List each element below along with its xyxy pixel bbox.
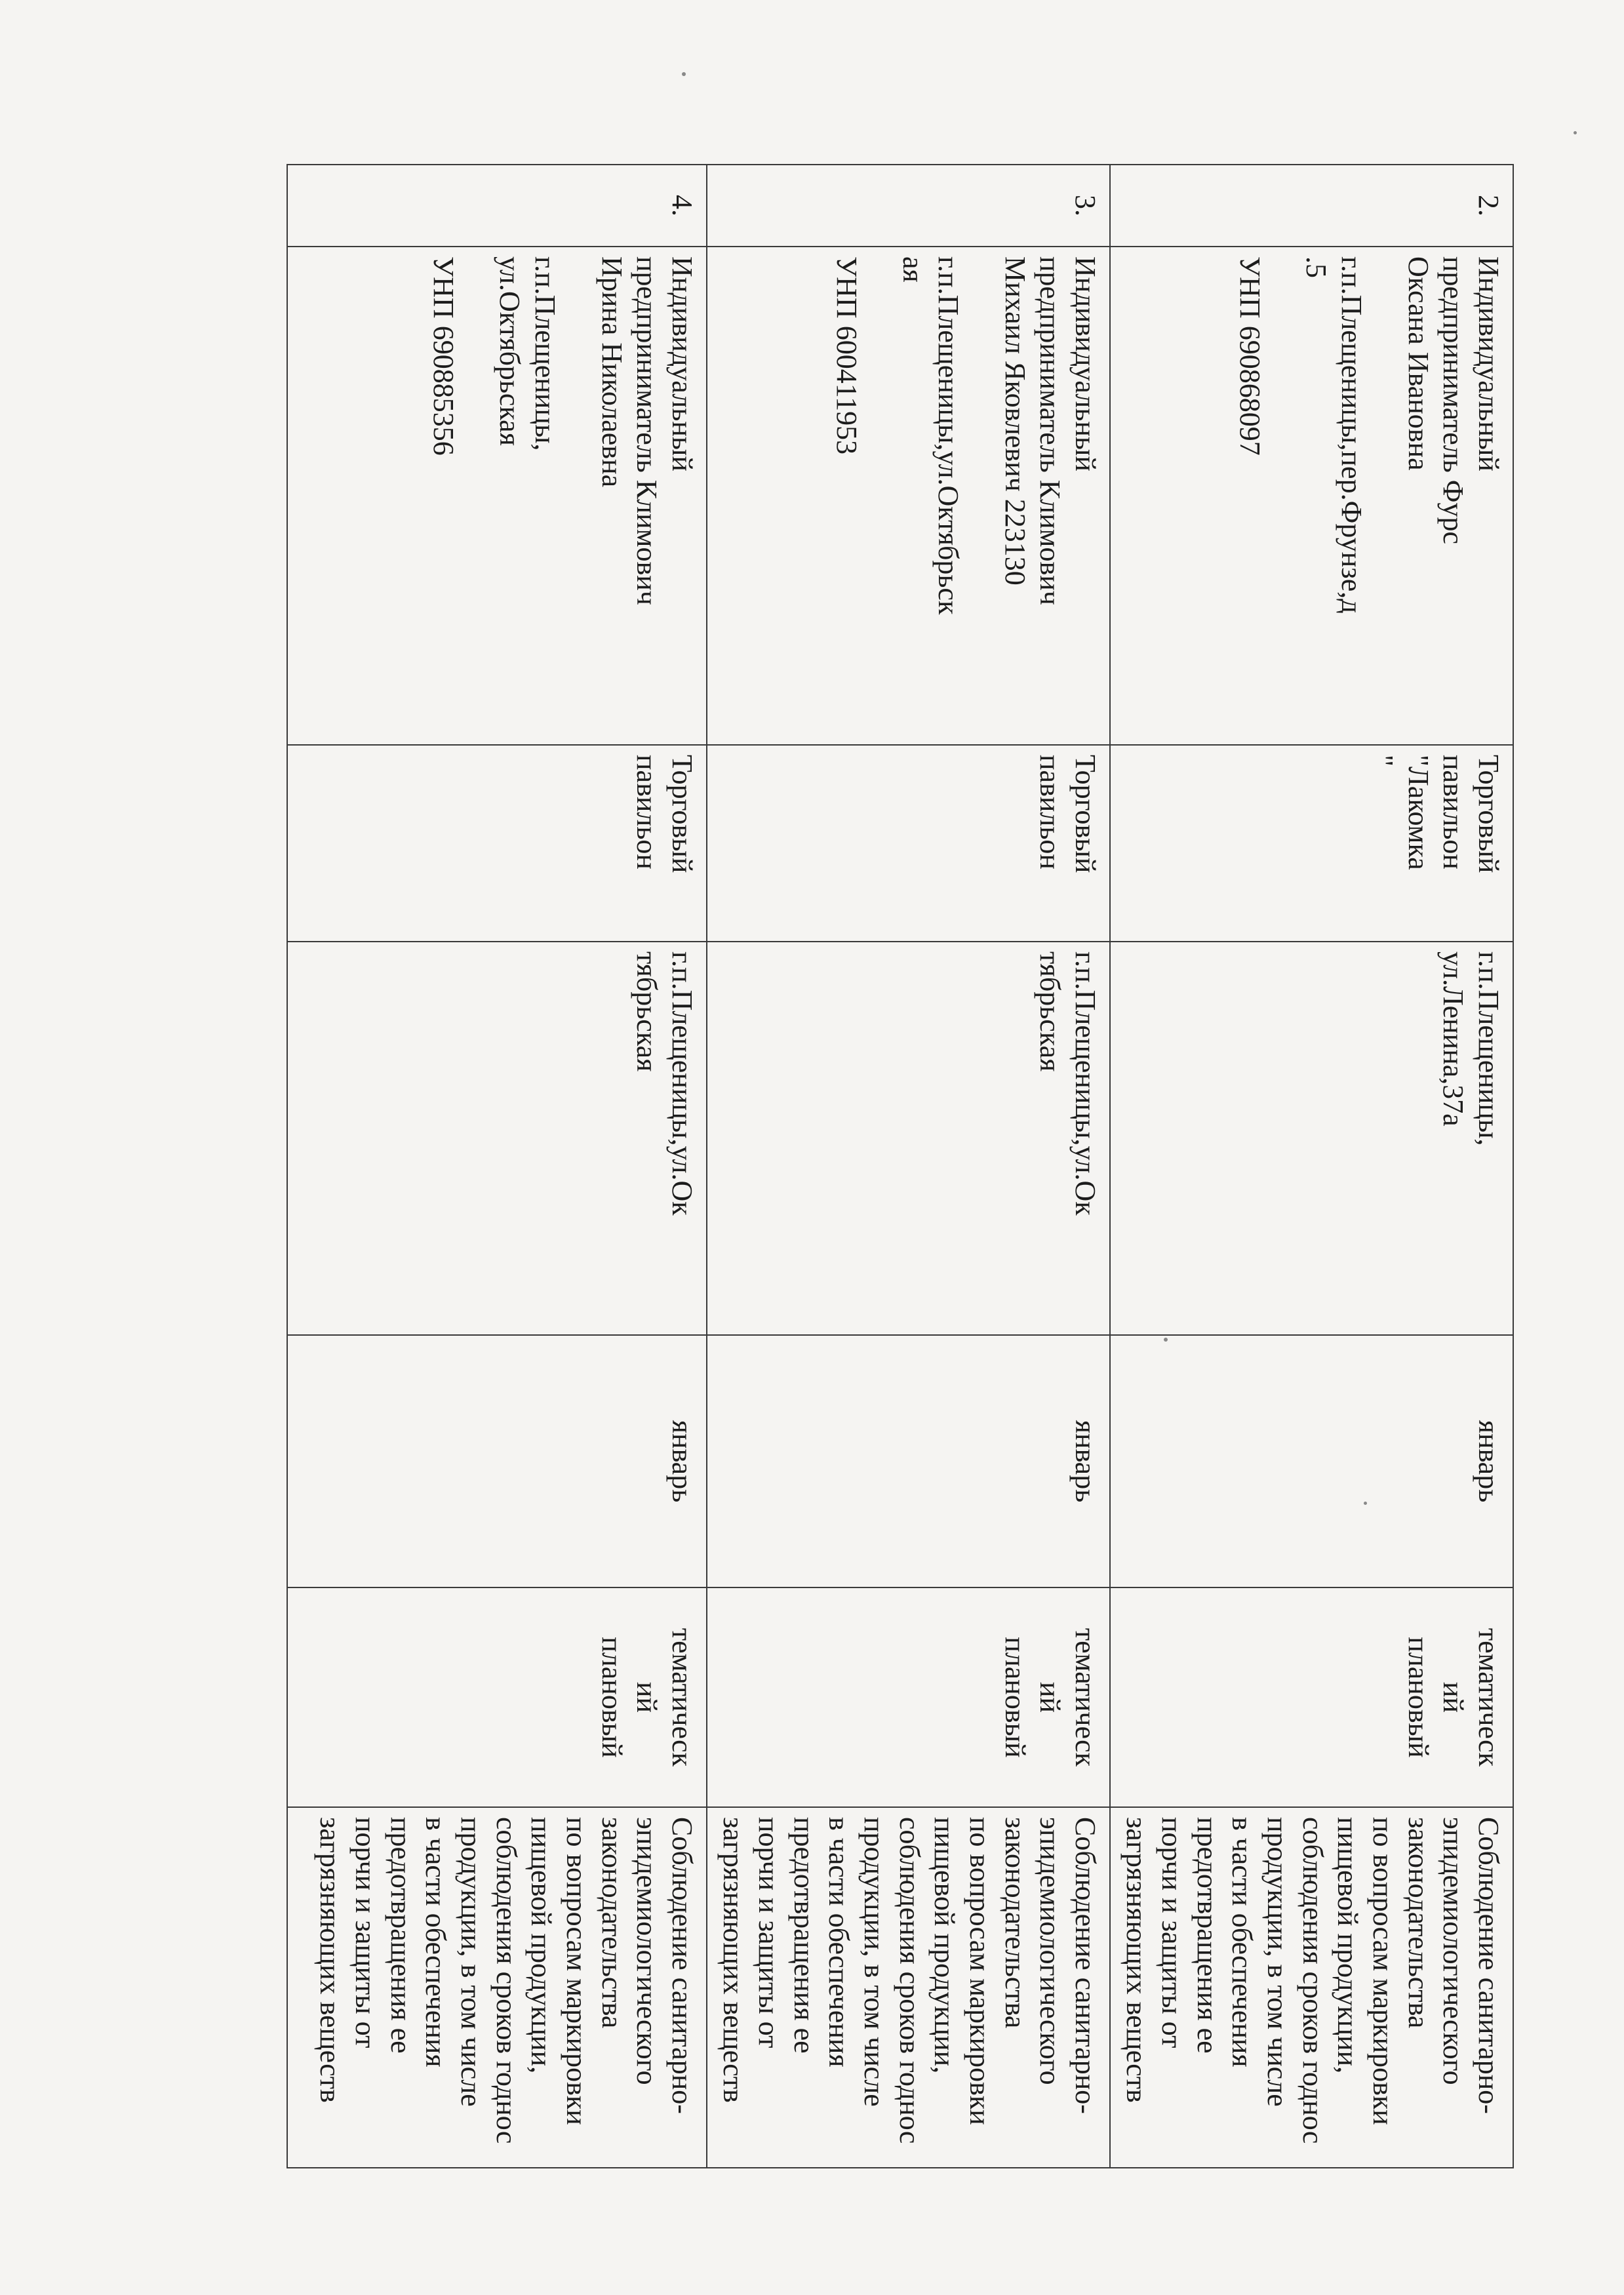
subject-line: соблюдения сроков годнос	[1296, 1817, 1329, 2144]
location-line: тябрьская	[631, 951, 663, 1072]
subject-line: в части обеспечения	[420, 1817, 452, 2067]
subject-cell	[707, 1807, 1110, 2168]
subject-line: законодательства	[999, 1817, 1031, 2029]
subject-line: Соблюдение санитарно-	[1069, 1817, 1101, 2114]
row-number: 4.	[287, 165, 707, 247]
subject-line: пищевой продукции,	[928, 1817, 961, 2074]
object-cell	[287, 745, 707, 942]
subject-line: эпидемиологического	[631, 1817, 663, 2085]
location-cell	[707, 942, 1110, 1335]
address-line: г.п.Плещеницы,пер.Фрунзе,д	[1335, 256, 1368, 614]
entity-line: Индивидуальный	[1473, 256, 1505, 471]
subject-line: законодательства	[1402, 1817, 1435, 2029]
subject-line: порчи и защиты от	[752, 1817, 785, 2048]
object-line: павильон	[631, 755, 663, 869]
entity-line: Индивидуальный	[1069, 256, 1101, 471]
subject-line: продукции, в том числе	[858, 1817, 890, 2107]
object-line: павильон	[1437, 755, 1470, 869]
subject-line: эпидемиологического	[1034, 1817, 1067, 2085]
subject-line: предотвращения ее	[787, 1817, 820, 2054]
entity-line: Оксана Ивановна	[1402, 256, 1435, 471]
entity-line: Индивидуальный	[666, 256, 698, 471]
check-type-line: ий	[631, 1681, 663, 1713]
table-row	[1110, 165, 1513, 2168]
object-line: Торговый	[666, 755, 698, 873]
subject-line: загрязняющих веществ	[717, 1817, 750, 2103]
location-line: тябрьская	[1034, 951, 1067, 1072]
subject-line: в части обеспечения	[823, 1817, 856, 2067]
address-line: ая	[897, 256, 930, 283]
check-type-line: ий	[1034, 1681, 1067, 1713]
check-type-line: тематическ	[1069, 1627, 1101, 1767]
object-line: "Лакомка	[1402, 755, 1435, 870]
subject-line: порчи и защиты от	[349, 1817, 382, 2048]
check-type-line: плановый	[999, 1637, 1031, 1758]
subject-line: порчи и защиты от	[1155, 1817, 1188, 2048]
subject-line: пищевой продукции,	[525, 1817, 558, 2074]
subject-line: в части обеспечения	[1226, 1817, 1259, 2067]
entity-cell	[1110, 247, 1513, 745]
check-type-line: плановый	[1402, 1637, 1435, 1758]
object-line: павильон	[1034, 755, 1067, 869]
check-type-line: тематическ	[666, 1627, 698, 1767]
subject-line: Соблюдение санитарно-	[666, 1817, 698, 2114]
subject-line: предотвращения ее	[1191, 1817, 1223, 2054]
month-cell: январь	[1110, 1335, 1513, 1587]
object-line: Торговый	[1473, 755, 1505, 873]
table-row	[287, 165, 707, 2168]
entity-line: Ирина Николаевна	[595, 256, 628, 488]
subject-line: пищевой продукции,	[1332, 1817, 1364, 2074]
subject-line: соблюдения сроков годнос	[490, 1817, 523, 2144]
location-line: г.п.Плещеницы,ул.Ок	[1069, 951, 1101, 1216]
check-type-cell	[287, 1587, 707, 1807]
address-line: ул.Октябрьская	[494, 256, 526, 446]
subject-line: загрязняющих веществ	[314, 1817, 347, 2103]
entity-line: предприниматель Климович	[631, 256, 663, 605]
subject-line: предотвращения ее	[384, 1817, 417, 2054]
check-type-cell	[707, 1587, 1110, 1807]
address-line: г.п.Плещеницы,ул.Октябрьск	[932, 256, 964, 615]
object-line: Торговый	[1069, 755, 1101, 873]
row-number: 3.	[707, 165, 1110, 247]
object-cell	[707, 745, 1110, 942]
address-line: г.п.Плещеницы,	[528, 256, 561, 451]
subject-line: Соблюдение санитарно-	[1473, 1817, 1505, 2114]
table-body	[287, 165, 1513, 2168]
table-row	[707, 165, 1110, 2168]
object-line: "	[1366, 755, 1399, 767]
subject-line: загрязняющих веществ	[1120, 1817, 1153, 2103]
unp-number: УНП 690885356	[427, 256, 460, 456]
subject-line: по вопросам маркировки	[1366, 1817, 1399, 2125]
unp-number: УНП 600411953	[830, 256, 863, 455]
check-type-line: ий	[1437, 1681, 1470, 1713]
subject-line: продукции, в том числе	[454, 1817, 487, 2107]
subject-line: по вопросам маркировки	[963, 1817, 996, 2125]
entity-line: предприниматель Фурс	[1437, 256, 1470, 545]
month-cell: январь	[707, 1335, 1110, 1587]
subject-line: продукции, в том числе	[1261, 1817, 1294, 2107]
check-type-line: плановый	[595, 1637, 628, 1758]
check-type-cell	[1110, 1587, 1513, 1807]
entity-cell	[707, 247, 1110, 745]
entity-cell	[287, 247, 707, 745]
unp-number: УНП 690868097	[1233, 256, 1266, 456]
address-line: .5	[1300, 256, 1333, 278]
month-cell: январь	[287, 1335, 707, 1587]
subject-cell	[287, 1807, 707, 2168]
entity-line: Михаил Яковлевич 223130	[999, 256, 1031, 586]
subject-line: соблюдения сроков годнос	[893, 1817, 926, 2144]
inspection-plan-table	[287, 164, 1514, 2168]
object-cell	[1110, 745, 1513, 942]
subject-line: законодательства	[595, 1817, 628, 2029]
subject-line: по вопросам маркировки	[560, 1817, 593, 2125]
location-line: г.п.Плещеницы,ул.Ок	[666, 951, 698, 1216]
subject-cell	[1110, 1807, 1513, 2168]
location-line: ул.Ленина,37а	[1437, 951, 1470, 1127]
location-cell	[1110, 942, 1513, 1335]
check-type-line: тематическ	[1473, 1627, 1505, 1767]
entity-line: предприниматель Климович	[1034, 256, 1067, 605]
location-cell	[287, 942, 707, 1335]
location-line: г.п.Плещеницы,	[1473, 951, 1505, 1146]
row-number: 2.	[1110, 165, 1513, 247]
subject-line: эпидемиологического	[1437, 1817, 1470, 2085]
